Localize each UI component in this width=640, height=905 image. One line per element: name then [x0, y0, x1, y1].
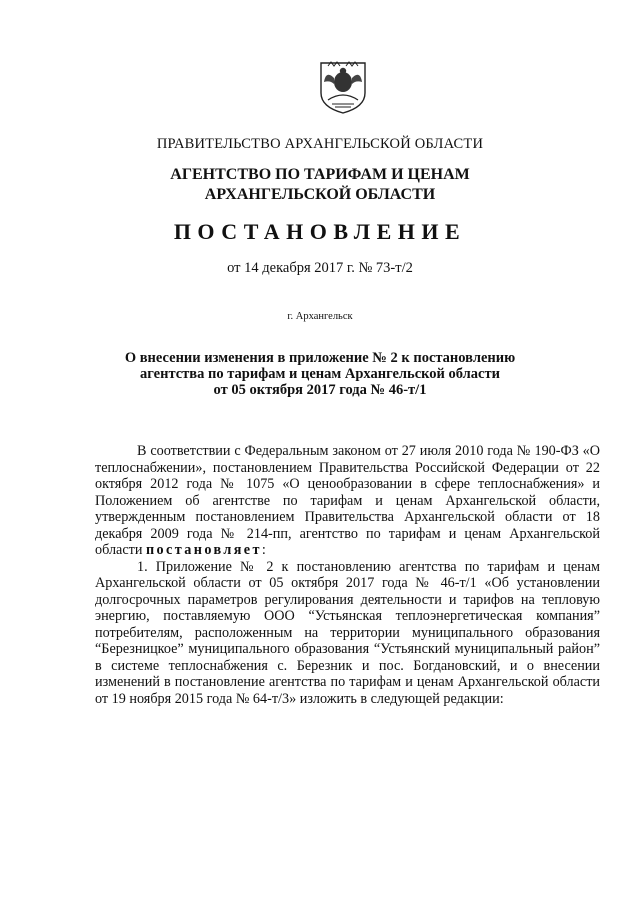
clause-1-paragraph: 1. Приложение № 2 к постановлению агентства по тарифам и ценам Архангельской области от 05 октября 2017 года № 46-т/1 «Об установлении долгосрочных параметров регулирования деятельности и тарифов на тепловую энергию, поставляемую ООО “Устьянская теплоэнергетическая компания” потребителям, расположенным на территории муниципального образования “Березницкое” муниципального образования “Устьянский муниципальный район” в системе теплоснабжения с. Березник и пос. Богдановский, и о внесении изменений в постановление агентства по тарифам и ценам Архангельской области от 19 ноября 2015 года № 64-т/3» изложить в следующей редакции: [95, 558, 600, 707]
document-subject [0, 350, 640, 398]
date-and-number: от 14 декабря 2017 г. № 73-т/2 [227, 260, 413, 276]
agency-name-line2: АРХАНГЕЛЬСКОЙ ОБЛАСТИ [204, 186, 436, 203]
subject-line3: от 05 октября 2017 года № 46-т/1 [213, 382, 427, 398]
subject-line1: О внесении изменения в приложение № 2 к постановлению [124, 350, 516, 366]
coat-of-arms-icon [318, 60, 368, 115]
agency-name-line1: АГЕНТСТВО ПО ТАРИФАМ И ЦЕНАМ [170, 166, 470, 183]
subject-line2: агентства по тарифам и ценам Архангельской области [140, 366, 500, 382]
preamble-paragraph [95, 443, 600, 559]
government-name: ПРАВИТЕЛЬСТВО АРХАНГЕЛЬСКОЙ ОБЛАСТИ [156, 136, 484, 152]
document-type-title: ПОСТАНОВЛЕНИЕ [173, 219, 467, 244]
document-body [95, 443, 600, 707]
agency-name [0, 165, 640, 205]
city-name: г. Архангельск [287, 311, 353, 322]
resolves-keyword: постановляет [145, 542, 262, 558]
preamble-end: : [261, 542, 266, 558]
preamble-text: В соответствии с Федеральным законом от 27 июля 2010 года № 190-ФЗ «О теплоснабжении», постановлением Правительства Российской Федерации от 22 октября 2012 года № 1075 «О ценообразовании в сфере теплоснабжения» и Положением об агентстве по тарифам и ценам Архангельской области, утвержденным постановлением Правительства Архангельской области от 18 декабря 2009 года № 214-пп, агентство по тарифам и ценам Архангельской области [95, 443, 600, 558]
